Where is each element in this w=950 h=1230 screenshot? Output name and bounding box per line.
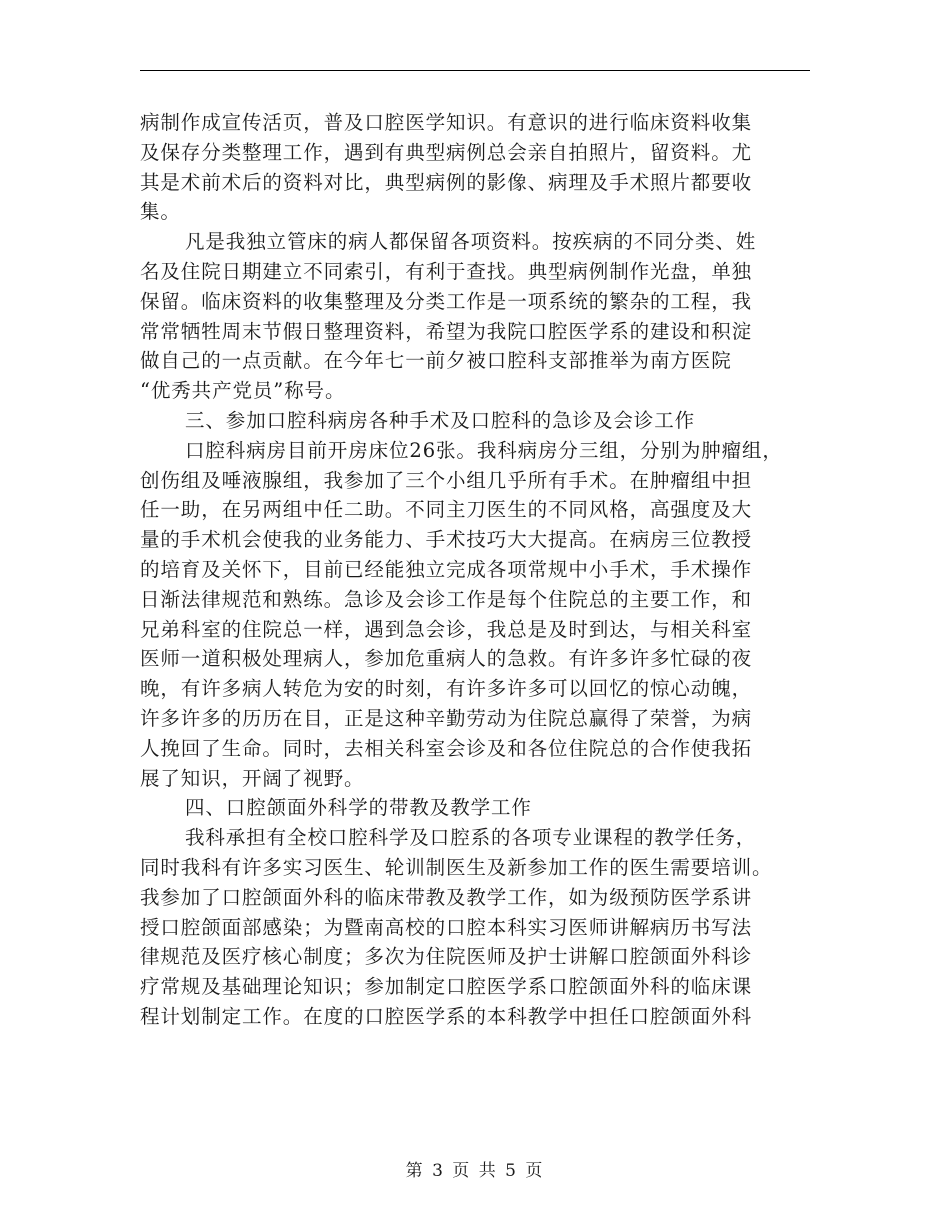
text-line: 名及住院日期建立不同索引，有利于查找。典型病例制作光盘，单独 — [140, 259, 753, 283]
text-line: 凡是我独立管床的病人都保留各项资料。按疾病的不同分类、姓 — [185, 230, 757, 254]
text-line: 常常牺牲周末节假日整理资料，希望为我院口腔医学系的建设和积淀 — [140, 319, 753, 343]
document-body — [140, 108, 820, 1032]
text-line: 集。 — [140, 200, 181, 224]
text-line: 程计划制定工作。在度的口腔医学系的本科教学中担任口腔颌面外科 — [140, 1004, 753, 1028]
text-line: 的培育及关怀下，目前已经能独立完成各项常规中小手术，手术操作 — [140, 557, 753, 581]
text-line: 日渐法律规范和熟练。急诊及会诊工作是每个住院总的主要工作，和 — [140, 587, 753, 611]
text-line: 兄弟科室的住院总一样，遇到急会诊，我总是及时到达，与相关科室 — [140, 617, 753, 641]
text-line: 四、口腔颌面外科学的带教及教学工作 — [185, 796, 532, 820]
text-line: 许多许多的历历在目，正是这种辛勤劳动为住院总赢得了荣誉，为病 — [140, 706, 753, 730]
text-line: 律规范及医疗核心制度；多次为住院医师及护士讲解口腔颌面外科诊 — [140, 945, 753, 969]
text-line: 三、参加口腔科病房各种手术及口腔科的急诊及会诊工作 — [185, 408, 696, 432]
text-line: 授口腔颌面部感染；为暨南高校的口腔本科实习医师讲解病历书写法 — [140, 915, 753, 939]
text-line: 及保存分类整理工作，遇到有典型病例总会亲自拍照片，留资料。尤 — [140, 140, 753, 164]
header-rule — [140, 70, 810, 71]
page-footer: 第 3 页 共 5 页 — [405, 1161, 545, 1181]
text-line: 病制作成宣传活页，普及口腔医学知识。有意识的进行临床资料收集 — [140, 111, 753, 134]
text-line: 任一助，在另两组中任二助。不同主刀医生的不同风格，高强度及大 — [140, 498, 753, 522]
text-line: 医师一道积极处理病人，参加危重病人的急救。有许多许多忙碌的夜 — [140, 647, 753, 671]
text-line: 晚，有许多病人转危为安的时刻，有许多许多可以回忆的惊心动魄， — [140, 677, 753, 701]
text-line: 人挽回了生命。同时，去相关科室会诊及和各位住院总的合作使我拓 — [140, 736, 753, 760]
text-line: 疗常规及基础理论知识；参加制定口腔医学系口腔颌面外科的临床课 — [140, 975, 753, 999]
text-line: 保留。临床资料的收集整理及分类工作是一项系统的繁杂的工程，我 — [140, 289, 753, 313]
text-line: 其是术前术后的资料对比，典型病例的影像、病理及手术照片都要收 — [140, 170, 753, 194]
text-line: 创伤组及唾液腺组，我参加了三个小组几乎所有手术。在肿瘤组中担 — [140, 468, 753, 492]
text-line: 我科承担有全校口腔科学及口腔系的各项专业课程的教学任务， — [185, 826, 757, 850]
text-line: 做自己的一点贡献。在今年七一前夕被口腔科支部推举为南方医院 — [140, 349, 732, 373]
text-line: 我参加了口腔颌面外科的临床带教及教学工作，如为级预防医学系讲 — [140, 885, 753, 909]
text-line: 展了知识，开阔了视野。 — [140, 766, 365, 790]
text-line: 量的手术机会使我的业务能力、手术技巧大大提高。在病房三位教授 — [140, 528, 753, 552]
text-line: 口腔科病房目前开房床位26张。我科病房分三组，分别为肿瘤组， — [185, 438, 783, 462]
text-line: “优秀共产党员”称号。 — [140, 379, 346, 403]
text-line: 同时我科有许多实习医生、轮训制医生及新参加工作的医生需要培训。 — [140, 855, 773, 879]
